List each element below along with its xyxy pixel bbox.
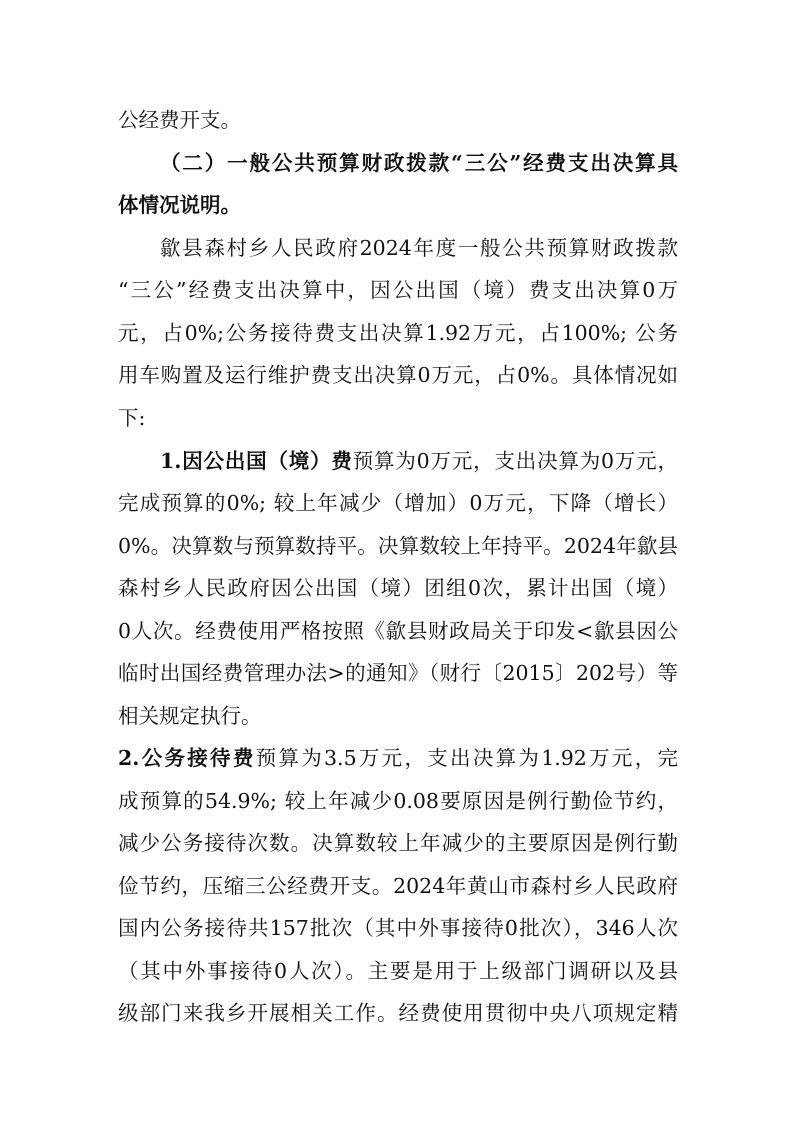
text-line-21: （其中外事接待0人次）。主要是用于上级部门调研以及县 [118,959,678,983]
text-line-5: “三公”经费支出决算中，因公出国（境）费支出决算0万 [118,278,678,302]
item-2-heading: 2.公务接待费 [118,746,256,770]
text-line-13: 0人次。经费使用严格按照《歙县财政局关于印发<歙县因公 [118,619,678,643]
text-line-8: 下: [118,406,146,430]
text-line-4: 歙县森村乡人民政府2024年度一般公共预算财政拨款 [160,236,678,260]
text-line-18: 减少公务接待次数。决算数较上年减少的主要原因是例行勤 [118,831,678,855]
item-1-line-1: 1.因公出国（境）费预算为0万元，支出决算为0万元， [160,449,678,473]
text-line-15: 相关规定执行。 [118,704,262,728]
text-line-6: 元，占0%;公务接待费支出决算1.92万元，占100%; 公务 [118,321,678,345]
section-heading-line-2: 体情况说明。 [118,193,241,217]
text-line-20: 国内公务接待共157批次（其中外事接待0批次），346人次 [118,916,678,940]
item-2-line-1: 2.公务接待费预算为3.5万元，支出决算为1.92万元，完 [118,746,678,770]
text-line-11: 0%。决算数与预算数持平。决算数较上年持平。2024年歙县 [118,534,678,558]
text-line-12: 森村乡人民政府因公出国（境）团组0次，累计出国（境） [118,576,678,600]
text-line-1: 公经费开支。 [118,108,241,132]
item-1-heading: 1.因公出国（境）费 [160,449,353,473]
text-line-19: 俭节约，压缩三公经费开支。2024年黄山市森村乡人民政府 [118,874,678,898]
text-line-22: 级部门来我乡开展相关工作。经费使用贯彻中央八项规定精 [118,1001,678,1025]
text-line-17: 成预算的54.9%; 较上年减少0.08要原因是例行勤俭节约， [118,789,678,813]
text-line-10: 完成预算的0%; 较上年减少（增加）0万元，下降（增长） [118,491,678,515]
text-line-7: 用车购置及运行维护费支出决算0万元，占0%。具体情况如 [118,363,678,387]
text-line-14: 临时出国经费管理办法>的通知》（财行〔2015〕202号）等 [118,661,678,685]
section-heading-line-1: （二）一般公共预算财政拨款“三公”经费支出决算具 [160,151,678,175]
